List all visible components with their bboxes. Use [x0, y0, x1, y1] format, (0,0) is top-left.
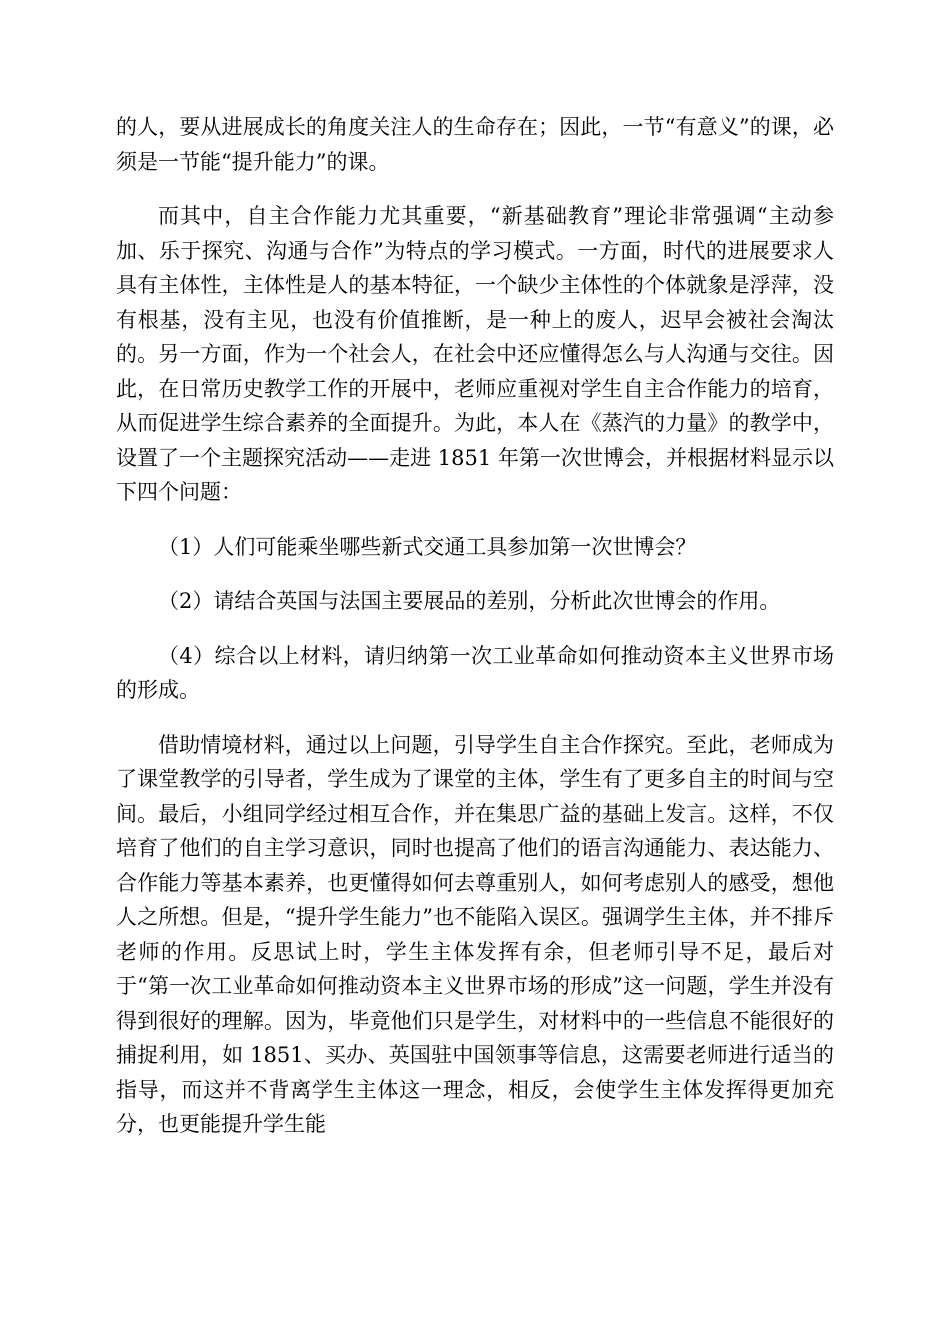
question-1: （1）人们可能乘坐哪些新式交通工具参加第一次世博会？ [158, 534, 697, 559]
paragraph-reflection: 借助情境材料，通过以上问题，引导学生自主合作探究。至此，老师成为了课堂教学的引导者，学生成为了课堂的主体，学生有了更多自主的时间与空间。最后，小组同学经过相互合作，并在集思广益的基础上发言。这样，不仅培育了他们的自主学习意识，同时也提高了他们的语言沟通能力、表达能力、合作能力等基本素养，也更懂得如何去尊重别人，如何考虑别人的感受，想他人之所想。但是，“提升学生能力”也不能陷入误区。强调学生主体，并不排斥老师的作用。反思试上时，学生主体发挥有余，但老师引导不足，最后对于“第一次工业革命如何推动资本主义世界市场的形成”这一问题，学生并没有得到很好的理解。因为，毕竟他们只是学生，对材料中的一些信息不能很好的捕捉利用，如 1851、买办、英国驻中国领事等信息，这需要老师进行适当的指导，而这并不背离学生主体这一理念，相反，会使学生主体发挥得更加充分，也更能提升学生能 [116, 732, 834, 1136]
question-2: （2）请结合英国与法国主要展品的差别，分析此次世博会的作用。 [158, 589, 781, 613]
paragraph-continued: 的人，要从进展成长的角度关注人的生命存在；因此，一节“有意义”的课，必须是一节能“提升能力”的课。 [116, 115, 834, 174]
paragraph-self-cooperation: 而其中，自主合作能力尤其重要，“新基础教育”理论非常强调“主动参加、乐于探究、沟通与合作”为特点的学习模式。一方面，时代的进展要求人具有主体性，主体性是人的基本特征，一个缺少主体性的个体就象是浮萍，没有根基，没有主见，也没有价值推断，是一种上的废人，迟早会被社会淘汰的。另一方面，作为一个社会人，在社会中还应懂得怎么与人沟通与交往。因此，在日常历史教学工作的开展中，老师应重视对学生自主合作能力的培育，从而促进学生综合素养的全面提升。为此，本人在《蒸汽的力量》的教学中，设置了一个主题探究活动——走进 1851 年第一次世博会，并根据材料显示以下四个问题： [116, 204, 834, 504]
question-4: （4）综合以上材料，请归纳第一次工业革命如何推动资本主义世界市场的形成。 [116, 643, 834, 702]
